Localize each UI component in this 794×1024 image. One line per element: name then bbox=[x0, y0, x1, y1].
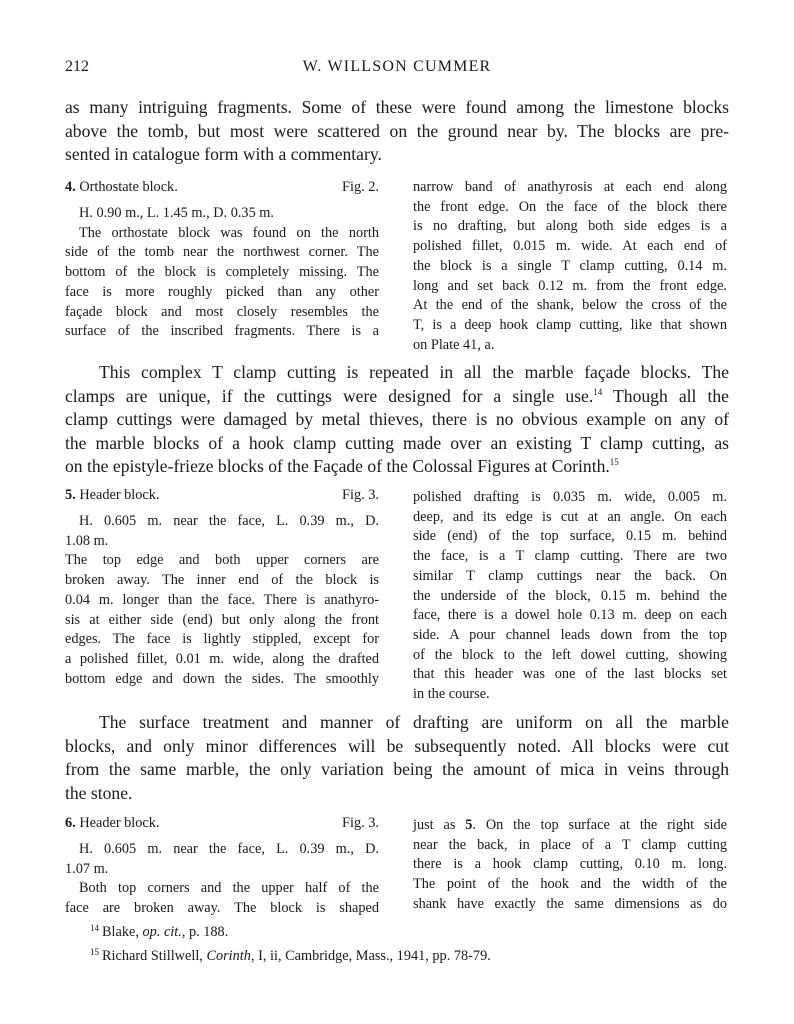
dimensions-line: 1.07 m. bbox=[65, 860, 109, 877]
footnote-ref-15[interactable]: 15 bbox=[609, 457, 619, 467]
text-line: is no drafting, but along both side edges is a bbox=[413, 218, 727, 235]
text-line: side of the tomb near the northwest corner. The bbox=[65, 244, 379, 261]
text-line: T, is a deep hook clamp cutting, like that shown bbox=[413, 316, 727, 333]
text-line: long and set back 0.12 m. from the front edge. bbox=[413, 277, 727, 294]
text-line: sis at either side (end) but only along the front bbox=[65, 611, 379, 628]
text-line: The top edge and both upper corners are bbox=[65, 552, 379, 569]
text-line: of the block to the left dowel cutting, showing bbox=[413, 646, 727, 663]
text-line: a polished fillet, 0.01 m. wide, along the drafted bbox=[65, 650, 379, 667]
dimensions-line: 1.08 m. bbox=[65, 532, 109, 549]
text-line: blocks, and only minor differences will be subsequently noted. All blocks were cut bbox=[65, 735, 729, 756]
text-line: face is more roughly picked than any other bbox=[65, 283, 379, 300]
clamp-paragraph bbox=[65, 361, 729, 479]
text-line: the face, is a T clamp cutting. There are two bbox=[413, 548, 727, 565]
text-line: the block is a single T clamp cutting, 0.14 m. bbox=[413, 257, 727, 274]
running-head bbox=[65, 58, 729, 80]
entry-6-left-column bbox=[65, 814, 379, 919]
entry-title: Header block. bbox=[79, 487, 160, 503]
entry-4-left-column bbox=[65, 178, 379, 342]
text-line: polished drafting is 0.035 m. wide, 0.005 m. bbox=[413, 489, 727, 505]
text-line: on Plate 41, a. bbox=[413, 336, 495, 353]
text-line: Both top corners and the upper half of the bbox=[79, 880, 379, 897]
text-line: the front edge. On the face of the block there bbox=[413, 198, 727, 215]
text-line: bottom of the block is completely missing. The bbox=[65, 264, 379, 281]
entry-5-right-column bbox=[413, 488, 727, 705]
text-line: from the same marble, the only variation being the amount of mica in veins through bbox=[65, 759, 729, 779]
entry-5-left-column bbox=[65, 486, 379, 689]
entry-4-heading bbox=[65, 178, 379, 200]
text-line: The point of the hook and the width of the bbox=[413, 876, 727, 893]
entry-cross-reference: 5 bbox=[465, 817, 473, 833]
figure-reference: Fig. 3. bbox=[342, 815, 379, 831]
entry-5-heading bbox=[65, 486, 379, 508]
entry-6-heading bbox=[65, 814, 379, 836]
text-line: This complex T clamp cutting is repeated in all the marble façade blocks. The bbox=[99, 362, 729, 382]
text-line: 0.04 m. longer than the face. There is anathyro- bbox=[65, 591, 379, 608]
text-line: that this header was one of the last blocks set bbox=[413, 666, 727, 683]
entry-title: Orthostate block. bbox=[79, 179, 178, 195]
surface-paragraph bbox=[65, 711, 729, 805]
text-line: side. A pour channel leads down from the top bbox=[413, 626, 727, 643]
text-line: polished fillet, 0.015 m. wide. At each end of bbox=[413, 238, 727, 255]
dimensions-line: H. 0.605 m. near the face, L. 0.39 m., D. bbox=[79, 513, 379, 529]
text-line: face, there is a dowel hole 0.13 m. deep on each bbox=[413, 607, 727, 624]
text-line: deep, and its edge is cut at an angle. On each bbox=[413, 508, 727, 525]
page-number: 212 bbox=[65, 58, 89, 75]
footnotes bbox=[90, 918, 491, 966]
text-line: on the epistyle-frieze blocks of the Façade of the Colossal Figures at Corinth.$^{15}$ bbox=[65, 456, 619, 476]
text-line: the stone. bbox=[65, 782, 133, 803]
text-line: clamp cuttings were damaged by metal thieves, there is no obvious example on any of bbox=[65, 409, 729, 429]
entry-4-right-column bbox=[413, 178, 727, 355]
text-line: as many intriguing fragments. Some of these were found among the limestone blocks bbox=[65, 97, 729, 117]
entry-number: 6. bbox=[65, 815, 76, 831]
text-line: At the end of the shank, below the cross of the bbox=[413, 297, 727, 314]
text-line: the underside of the block, 0.15 m. behind the bbox=[413, 587, 727, 604]
entry-number: 5. bbox=[65, 487, 76, 503]
footnote-ref-14[interactable]: 14 bbox=[593, 386, 603, 397]
text-line: in the course. bbox=[413, 686, 490, 703]
text-line: sented in catalogue form with a commentary. bbox=[65, 144, 382, 164]
text-line: narrow band of anathyrosis at each end along bbox=[413, 179, 727, 195]
text-line: The orthostate block was found on the north bbox=[79, 224, 379, 241]
text-line: shank have exactly the same dimensions as do bbox=[413, 895, 727, 912]
text-line: face are broken away. The block is shaped bbox=[65, 900, 379, 917]
entry-6-right-column bbox=[413, 816, 727, 915]
text-line: bottom edge and down the sides. The smoothly bbox=[65, 670, 379, 687]
text-line: clamps are unique, if the cuttings were designed for a single use.$^{14}$ Though all the bbox=[65, 385, 729, 406]
text-line: surface of the inscribed fragments. There is a bbox=[65, 323, 379, 340]
text-line: near the back, in place of a T clamp cutting bbox=[413, 836, 727, 853]
figure-reference: Fig. 3. bbox=[342, 487, 379, 503]
text-line: there is a hook clamp cutting, 0.10 m. long. bbox=[413, 856, 727, 873]
intro-paragraph bbox=[65, 96, 729, 167]
dimensions-line: H. 0.605 m. near the face, L. 0.39 m., D. bbox=[79, 841, 379, 857]
entry-title: Header block. bbox=[79, 815, 160, 831]
text-line: similar T clamp cuttings near the back. On bbox=[413, 567, 727, 584]
text-line: façade block and most closely resembles the bbox=[65, 303, 379, 320]
text-line: side (end) of the top surface, 0.15 m. behind bbox=[413, 528, 727, 545]
running-head-author: W. WILLSON CUMMER bbox=[302, 58, 492, 75]
dimensions-line: H. 0.90 m., L. 1.45 m., D. 0.35 m. bbox=[79, 205, 274, 221]
entry-number: 4. bbox=[65, 179, 76, 195]
footnote-14: $^{14}$ Blake, op. cit., p. 188. bbox=[90, 923, 229, 940]
footnote-15: $^{15}$ Richard Stillwell, Corinth, I, ii, Cambridge, Mass., 1941, pp. 78-79. bbox=[90, 947, 491, 964]
text-line: above the tomb, but most were scattered on the ground near by. The blocks are pre- bbox=[65, 120, 729, 141]
text-line: the marble blocks of a hook clamp cutting made over an existing T clamp cutting, as bbox=[65, 432, 729, 453]
text-line: broken away. The inner end of the block is bbox=[65, 572, 379, 589]
text-line: The surface treatment and manner of drafting are uniform on all the marble bbox=[99, 712, 729, 732]
figure-reference: Fig. 2. bbox=[342, 179, 379, 195]
text-line: edges. The face is lightly stippled, except for bbox=[65, 631, 379, 648]
text-line: just as 5. On the top surface at the right side bbox=[413, 817, 727, 833]
